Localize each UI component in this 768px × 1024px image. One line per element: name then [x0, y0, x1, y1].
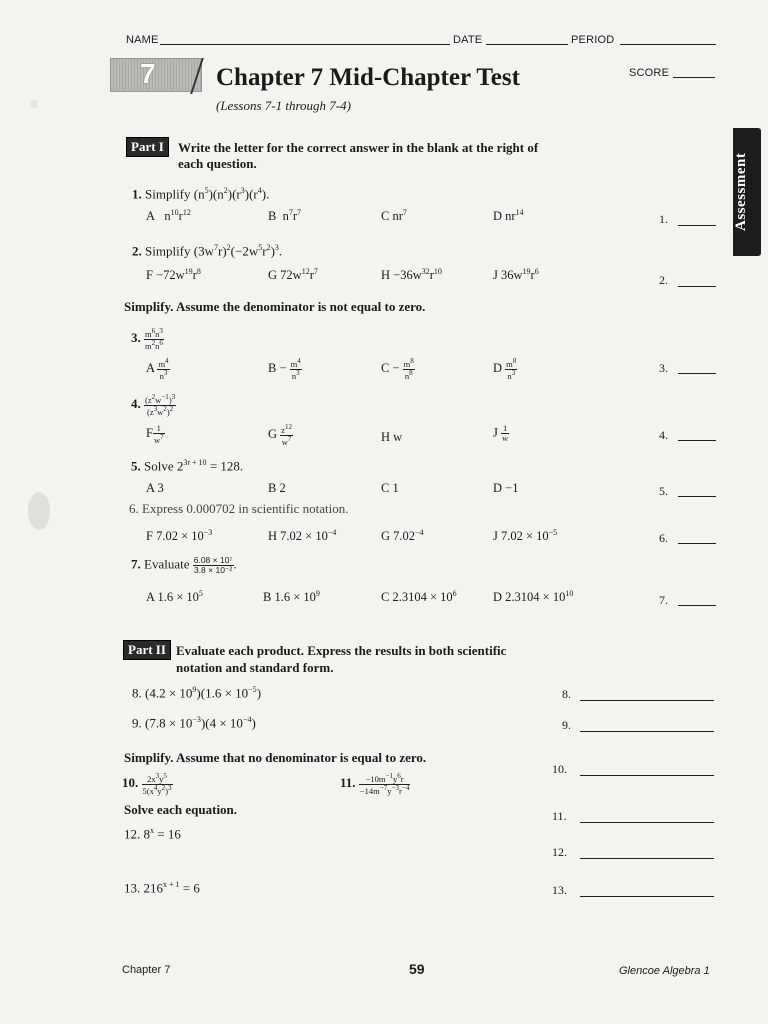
q9-text: 9. $(7.8 \times 10^{-3})(4 \times 10^{-4})$	[132, 715, 256, 731]
q3-option-b[interactable]: B − $\frac{m^4}{n^3}$	[268, 357, 301, 381]
solve-instructions: Solve each equation.	[124, 802, 238, 817]
q3-number: 3.	[131, 330, 141, 346]
footer-book-title: Glencoe Algebra 1	[619, 965, 710, 977]
footer-page-number: 59	[409, 961, 425, 977]
q3-answer-blank[interactable]	[678, 373, 716, 374]
q6-option-f[interactable]: F $7.02 \times 10^{-3}$	[146, 528, 213, 544]
footer-chapter: Chapter 7	[122, 964, 171, 976]
q5-option-d[interactable]: D −1	[493, 481, 519, 495]
q1-answer-blank[interactable]	[678, 225, 716, 226]
q4-option-j[interactable]: J $\frac{1}{w}$	[493, 423, 509, 443]
q10-answer-number: 10.	[552, 762, 567, 776]
q2-option-f[interactable]: $F -72w^{19}r^8$	[146, 267, 201, 283]
q1-answer-number: 1.	[659, 212, 668, 226]
q6-option-h[interactable]: H $7.02 \times 10^{-4}$	[268, 528, 337, 544]
part2-instructions-2: notation and standard form.	[176, 660, 334, 675]
part1-instructions-1: Write the letter for the correct answer in the blank at the right of	[178, 140, 539, 155]
q4-option-g[interactable]: G $\frac{z^{12}}{w^7}$	[268, 423, 293, 447]
q4-text	[131, 394, 176, 417]
q1-option-c[interactable]: C $nr^7$	[381, 208, 407, 224]
part2-badge: Part II	[123, 640, 171, 660]
q2-text: 2. Simplify $(3w^7r)^2(-2w^5r^2)^3$.	[132, 243, 283, 259]
chapter-number-box	[110, 58, 202, 92]
simplify-instructions-2: Simplify. Assume that no denominator is equal to zero.	[124, 750, 427, 765]
q11-answer-blank[interactable]	[580, 822, 714, 823]
scan-speck	[30, 100, 38, 108]
q5-answer-blank[interactable]	[678, 496, 716, 497]
q12-answer-number: 12.	[552, 845, 567, 859]
q7-option-a[interactable]: A $1.6 \times 10^5$	[146, 589, 203, 605]
q11-text	[340, 773, 410, 796]
page-title: Chapter 7 Mid-Chapter Test	[216, 64, 520, 91]
q5-option-a[interactable]: A 3	[146, 481, 164, 495]
period-field[interactable]	[620, 44, 716, 45]
q5-number: 5.	[131, 458, 141, 474]
q2-answer-blank[interactable]	[678, 286, 716, 287]
assessment-tab-label: Assessment	[733, 152, 749, 232]
q7-option-c[interactable]: C $2.3104 \times 10^6$	[381, 589, 457, 605]
q4-fraction: $\frac{(z^2w^{-1})^3}{(z^3w^2)^2}$	[145, 393, 176, 417]
q1-number: 1.	[132, 186, 142, 202]
q10-text	[122, 773, 173, 796]
q5-text: 5. Solve $2^{3r + 10} = 128$.	[131, 458, 244, 474]
q13-answer-number: 13.	[552, 883, 567, 897]
q1-option-d[interactable]: D $nr^{14}$	[493, 208, 524, 224]
q6-answer-number: 6.	[659, 531, 668, 545]
q4-option-f[interactable]: F $\frac{1}{w^7}$	[146, 423, 164, 445]
q1-option-b[interactable]: B $n^7r^7$	[268, 208, 302, 224]
assessment-tab	[733, 128, 761, 256]
q12-answer-blank[interactable]	[580, 858, 714, 859]
q3-option-c[interactable]: C − $\frac{m^8}{n^8}$	[381, 357, 414, 381]
q11-answer-number: 11.	[552, 809, 567, 823]
q3-answer-number: 3.	[659, 361, 668, 375]
q5-answer-number: 5.	[659, 484, 668, 498]
q9-answer-blank[interactable]	[580, 731, 714, 732]
q10-number: 10.	[122, 775, 139, 791]
q3-option-a[interactable]: A $\frac{m^4}{n^3}$	[146, 357, 169, 381]
q7-answer-number: 7.	[659, 593, 668, 607]
q4-answer-blank[interactable]	[678, 440, 716, 441]
q7-option-b[interactable]: B $1.6 \times 10^9$	[263, 589, 320, 605]
q3-option-d[interactable]: D $\frac{m^8}{n^3}$	[493, 357, 517, 381]
page-subtitle: (Lessons 7-1 through 7-4)	[216, 98, 351, 113]
q5-option-c[interactable]: C 1	[381, 481, 399, 495]
q1-option-a[interactable]: A $n^{10}r^{12}$	[146, 208, 191, 224]
q12-text: 12. $8^x = 16$	[124, 826, 181, 842]
date-field[interactable]	[486, 44, 568, 45]
q7-fraction: $\frac{\text{6.08 × 10⁷}}{\text{3.8 × 10⁻²}}$	[193, 555, 233, 575]
simplify-instructions: Simplify. Assume the denominator is not equal to zero.	[124, 299, 426, 314]
q9-answer-number: 9.	[562, 718, 571, 732]
q4-option-h[interactable]: H w	[381, 430, 403, 444]
q13-text: 13. $216^{x + 1} = 6$	[124, 880, 200, 896]
q1-text: 1. Simplify $(n^5)(n^2)(r^3)(r^4)$.	[132, 186, 270, 202]
q2-option-j[interactable]: J $36w^{19}r^6$	[493, 267, 539, 283]
chapter-number: 7	[140, 58, 156, 89]
q8-text: 8. $(4.2 \times 10^9)(1.6 \times 10^{-5})$	[132, 685, 262, 701]
name-field[interactable]	[160, 44, 450, 45]
q2-option-h[interactable]: $H -36w^{32}r^{10}$	[381, 267, 442, 283]
q7-number: 7.	[131, 556, 141, 572]
q5-option-b[interactable]: B 2	[268, 481, 286, 495]
part2-instructions-1: Evaluate each product. Express the results in both scientific	[176, 643, 507, 658]
q2-number: 2.	[132, 243, 142, 259]
q7-option-d[interactable]: D $2.3104 \times 10^{10}$	[493, 589, 574, 605]
q7-answer-blank[interactable]	[678, 605, 716, 606]
q2-option-g[interactable]: G $72w^{12}r^7$	[268, 267, 318, 283]
q6-option-g[interactable]: G $7.02^{-4}$	[381, 528, 424, 544]
score-label: SCORE	[629, 67, 670, 79]
q11-fraction: $\frac{-10m^{-1}y^6r}{-14m^{-7}y^{-3}r^{-4}}$	[359, 772, 410, 796]
date-label: DATE	[453, 34, 483, 46]
q6-number: 6.	[129, 501, 139, 516]
part1-instructions-2: each question.	[178, 156, 257, 171]
q6-text: 6. Express 0.000702 in scientific notation.	[129, 501, 349, 516]
q2-answer-number: 2.	[659, 273, 668, 287]
q3-text	[131, 328, 164, 351]
q3-fraction: $\frac{m^6n^3}{m^2n^6}$	[145, 327, 163, 351]
q10-answer-blank[interactable]	[580, 775, 714, 776]
score-field[interactable]	[673, 77, 715, 78]
q8-answer-number: 8.	[562, 687, 571, 701]
q10-fraction: $\frac{2x^3y^5}{5(x^4y^2)^3}$	[142, 772, 172, 796]
part1-badge: Part I	[126, 137, 169, 157]
q4-answer-number: 4.	[659, 428, 668, 442]
scan-speck	[28, 492, 50, 530]
q4-number: 4.	[131, 396, 141, 412]
q6-option-j[interactable]: J $7.02 \times 10^{-5}$	[493, 528, 558, 544]
name-label: NAME	[126, 34, 159, 46]
q13-answer-blank[interactable]	[580, 896, 714, 897]
q11-number: 11.	[340, 775, 356, 791]
q6-answer-blank[interactable]	[678, 543, 716, 544]
q7-text: 7. Evaluate $\frac{\text{6.08 × 10⁷}}{\text{3.8 × 10⁻²}}$ .	[131, 555, 237, 575]
period-label: PERIOD	[571, 34, 615, 46]
q8-answer-blank[interactable]	[580, 700, 714, 701]
